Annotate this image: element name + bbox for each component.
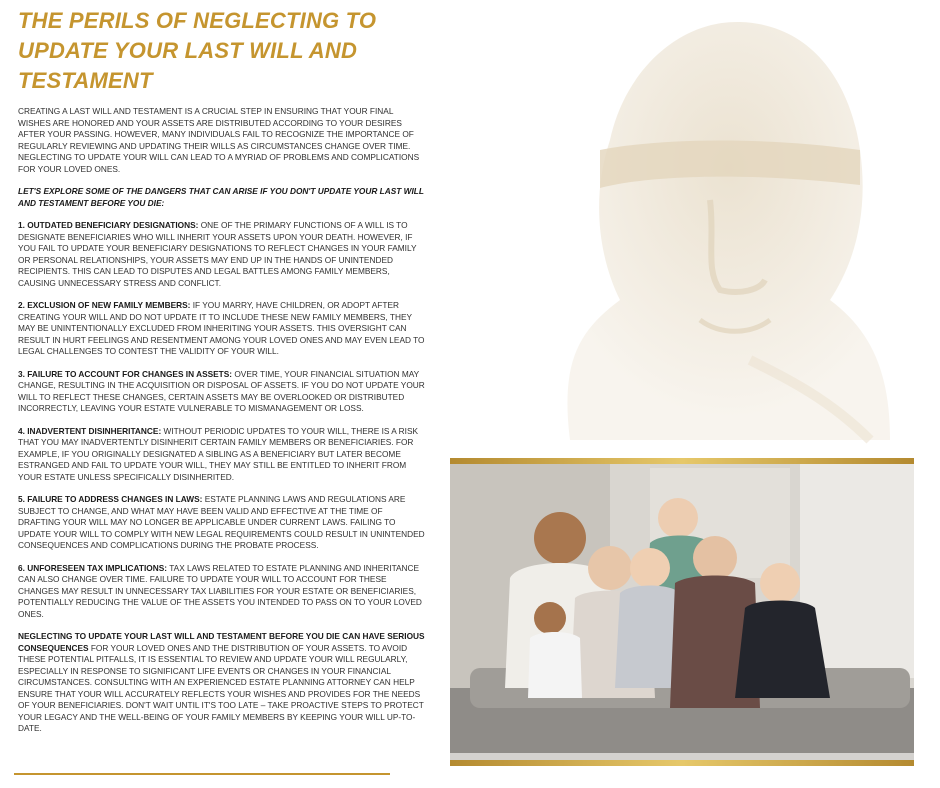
divider-rule bbox=[14, 773, 390, 775]
section-heading: 6. UNFORESEEN TAX IMPLICATIONS: bbox=[18, 562, 168, 573]
conclusion-text: FOR YOUR LOVED ONES AND THE DISTRIBUTION OF YOUR ASSETS. TO AVOID THESE POTENTIAL PITFALLS, IT IS ESSENTIAL TO REVIEW AND UPDATE YOUR WILL REGULARLY, ESPECIALLY IN RESPONSE TO SIGNIFICANT LIFE EVENTS OR CHANGES IN YOUR FINANCIAL CIRCUMSTANCES. CONSULTING WITH AN EXPERIENCED ESTATE PLANNING ATTORNEY CAN HELP ENSURE THAT YOUR WILL ACCURATELY REFLECTS YOUR WISHES AND PROVIDES FOR THE NEEDS OF YOUR BENEFICIARIES. DON'T WAIT UNTIL IT'S TOO LATE – TAKE PROACTIVE STEPS TO PROTECT YOUR LEGACY AND THE WELL-BEING OF YOUR FAMILY MEMBERS BY KEEPING YOUR WILL UP-TO-DATE. bbox=[18, 642, 424, 733]
section-heading: 1. OUTDATED BENEFICIARY DESIGNATIONS: bbox=[18, 220, 199, 230]
conclusion-paragraph bbox=[18, 631, 426, 735]
page-title: THE PERILS OF NEGLECTING TO UPDATE YOUR LAST WILL AND TESTAMENT bbox=[18, 8, 377, 93]
family-photo bbox=[450, 458, 914, 766]
article-body bbox=[18, 106, 426, 746]
section-paragraph bbox=[18, 220, 426, 289]
section-paragraph bbox=[18, 300, 426, 358]
section-heading: 2. EXCLUSION OF NEW FAMILY MEMBERS: bbox=[18, 300, 191, 310]
section-heading: 5. FAILURE TO ADDRESS CHANGES IN LAWS: bbox=[18, 494, 203, 504]
section-text: ONE OF THE PRIMARY FUNCTIONS OF A WILL IS TO DESIGNATE BENEFICIARIES WHO WILL INHERIT YOUR ASSETS UPON YOUR DEATH. HOWEVER, IF YOU FAIL TO UPDATE YOUR BENEFICIARY DESIGNATIONS TO REFLECT CHANGES IN YOUR FAMILY OR PERSONAL RELATIONSHIPS, YOUR ASSETS MAY END UP IN THE HANDS OF UNINTENDED RECIPIENTS. THIS CAN LEAD TO DISPUTES AND LEGAL BATTLES AMONG FAMILY MEMBERS, CAUSING UNNECESSARY STRESS AND CONFLICT. bbox=[18, 220, 417, 288]
gold-frame-bottom bbox=[450, 760, 914, 766]
section-text: WITHOUT PERIODIC UPDATES TO YOUR WILL, THERE IS A RISK THAT YOU MAY INADVERTENTLY DISINHERIT CERTAIN FAMILY MEMBERS OR BENEFICIARIES. FOR EXAMPLE, IF YOU ORIGINALLY DESIGNATED A SIBLING AS A BENEFICIARY BUT LATER BECOME ESTRANGED AND FAIL TO UPDATE YOUR WILL, THEY MAY STILL BE ENTITLED TO INHERIT FROM YOUR ESTATE UNLESS SPECIFICALLY DISINHERITED. bbox=[18, 425, 419, 482]
section-heading: 3. FAILURE TO ACCOUNT FOR CHANGES IN ASSETS: bbox=[18, 368, 233, 379]
lead-paragraph: LET'S EXPLORE SOME OF THE DANGERS THAT CAN ARISE IF YOU DON'T UPDATE YOUR LAST WILL AND TESTAMENT BEFORE YOU DIE: bbox=[18, 186, 424, 208]
section-paragraph bbox=[18, 426, 426, 484]
section-text: ESTATE PLANNING LAWS AND REGULATIONS ARE SUBJECT TO CHANGE, AND WHAT MAY HAVE BEEN VALID AND EFFECTIVE AT THE TIME OF DRAFTING YOUR WILL MAY NO LONGER BE APPLICABLE UNDER CURRENT LAWS. FAILING TO UPDATE YOUR WILL TO COMPLY WITH NEW LEGAL REQUIREMENTS COULD RESULT IN UNINTENDED CONSEQUENCES AND COMPLICATIONS DURING THE PROBATE PROCESS. bbox=[18, 494, 425, 550]
section-paragraph bbox=[18, 563, 426, 621]
section-text: IF YOU MARRY, HAVE CHILDREN, OR ADOPT AFTER CREATING YOUR WILL AND DO NOT UPDATE IT TO INCLUDE THESE NEW FAMILY MEMBERS, THEY MAY BE UNINTENTIONALLY EXCLUDED FROM INHERITING YOUR ASSETS. THIS OVERSIGHT CAN RESULT IN HURT FEELINGS AND RESENTMENT AMONG YOUR LOVED ONES AND MAY EVEN LEAD TO LEGAL CHALLENGES TO CONTEST THE VALIDITY OF YOUR WILL. bbox=[18, 300, 425, 356]
section-text: OVER TIME, YOUR FINANCIAL SITUATION MAY CHANGE, RESULTING IN THE ACQUISITION OR DISPOSAL OF ASSETS. IF YOU DO NOT UPDATE YOUR WILL TO REFLECT THESE CHANGES, CERTAIN ASSETS MAY BE OVERLOOKED OR DISTRIBUTED INCORRECTLY, LEAVING YOUR ESTATE VULNERABLE TO MISMANAGEMENT OR LOSS. bbox=[18, 368, 425, 413]
lady-justice-background bbox=[450, 0, 940, 460]
section-paragraph bbox=[18, 494, 426, 552]
section-paragraph bbox=[18, 369, 426, 415]
section-text: TAX LAWS RELATED TO ESTATE PLANNING AND INHERITANCE CAN ALSO CHANGE OVER TIME. FAILURE TO UPDATE YOUR WILL TO ACCOUNT FOR THESE CHANGES MAY RESULT IN UNNECESSARY TAX LIABILITIES FOR YOUR ESTATE OR BENEFICIARIES, POTENTIALLY REDUCING THE VALUE OF THE ASSETS YOU INTENDED TO PASS ON TO YOUR LOVED ONES. bbox=[18, 562, 422, 619]
conclusion-heading: NEGLECTING TO UPDATE YOUR LAST WILL AND TESTAMENT BEFORE YOU DIE CAN HAVE SERIOUS CONSEQUENCES bbox=[18, 631, 425, 653]
gold-frame-top bbox=[450, 458, 914, 464]
section-heading: 4. INADVERTENT DISINHERITANCE: bbox=[18, 425, 162, 436]
intro-paragraph: CREATING A LAST WILL AND TESTAMENT IS A CRUCIAL STEP IN ENSURING THAT YOUR FINAL WISHES ARE HONORED AND YOUR ASSETS ARE DISTRIBUTED ACCORDING TO YOUR DESIRES AFTER YOUR PASSING. HOWEVER, MANY INDIVIDUALS FAIL TO RECOGNIZE THE IMPORTANCE OF REGULARLY REVIEWING AND UPDATING THEIR WILLS AS CIRCUMSTANCES CHANGE OVER TIME. NEGLECTING TO UPDATE YOUR WILL CAN LEAD TO A MYRIAD OF PROBLEMS AND COMPLICATIONS FOR YOUR LOVED ONES. bbox=[18, 106, 420, 174]
